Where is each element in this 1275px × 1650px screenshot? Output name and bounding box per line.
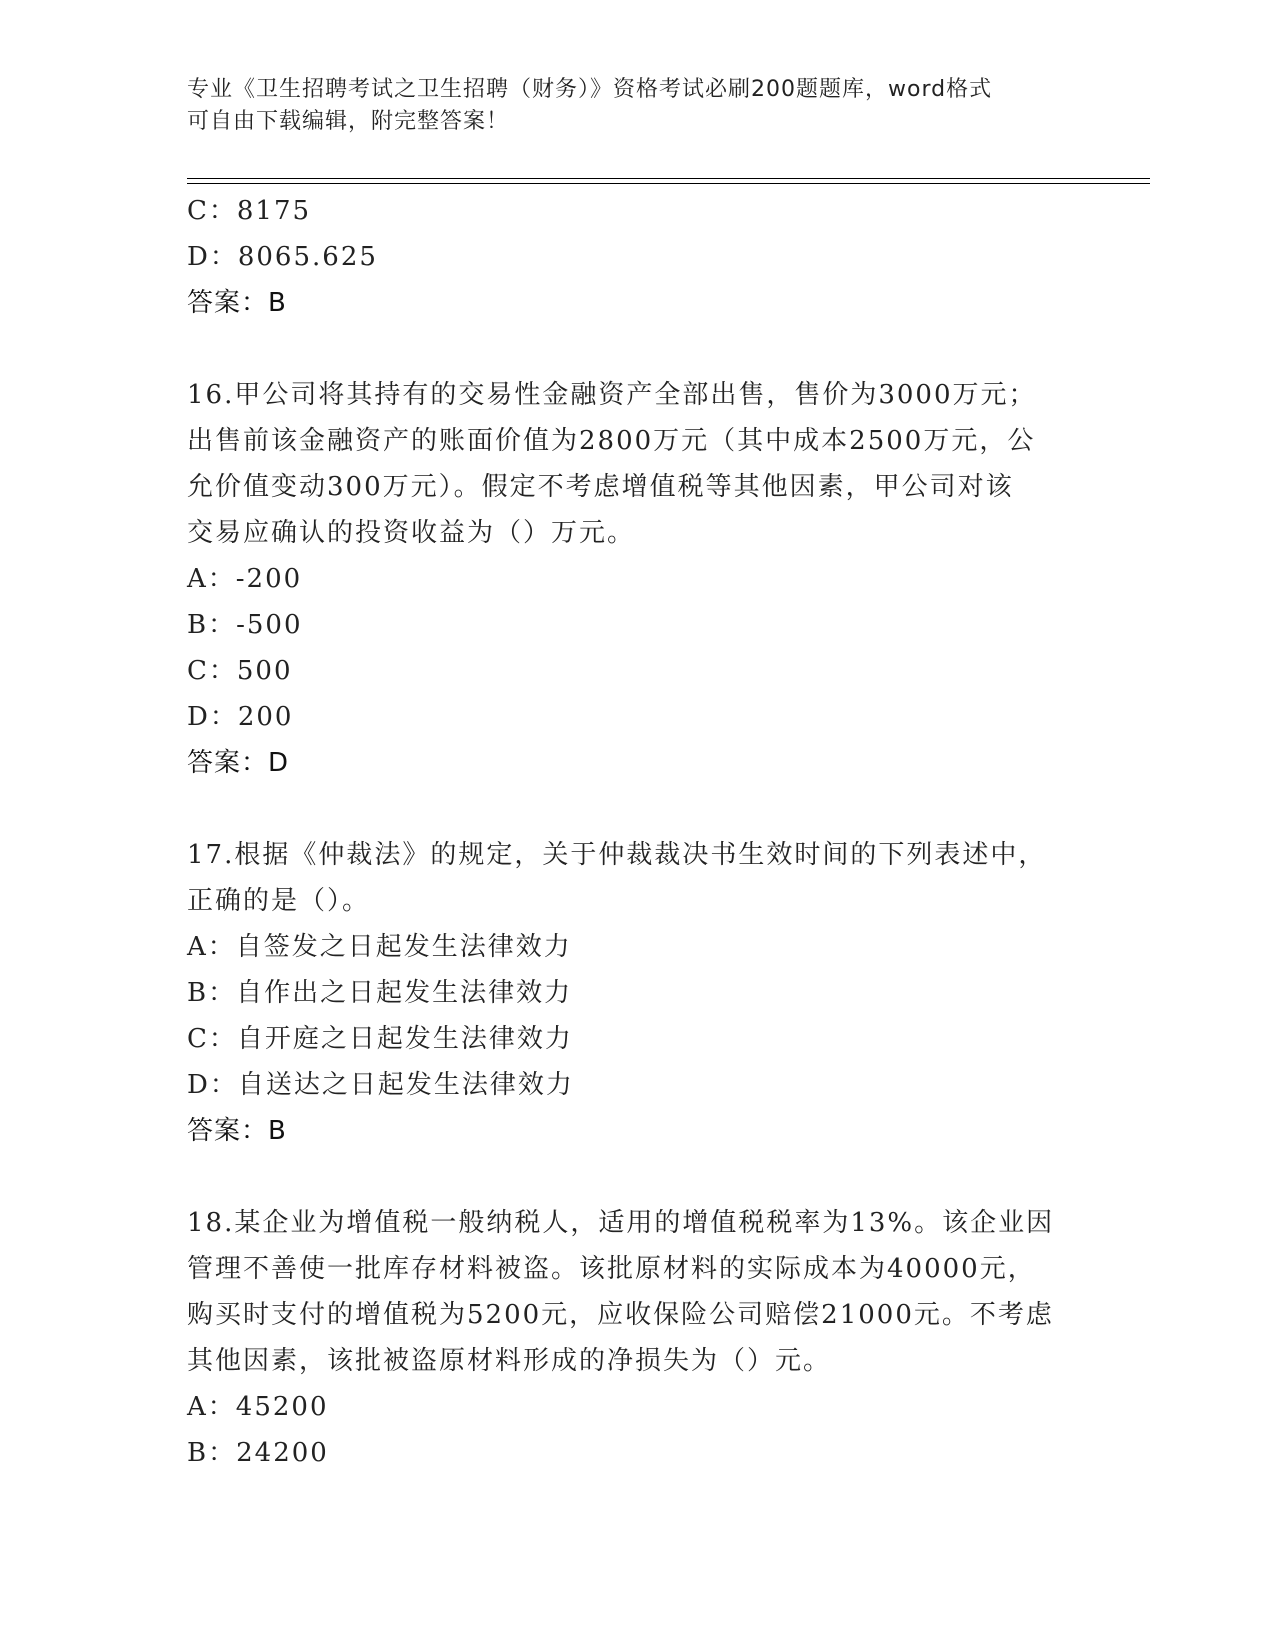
header-divider-bottom xyxy=(187,183,1150,184)
question-stem xyxy=(187,1200,1087,1384)
stem-line: 出售前该金融资产的账面价值为2800万元（其中成本2500万元，公 xyxy=(187,426,1036,456)
header-divider-top xyxy=(187,178,1150,179)
stem-line: 允价值变动300万元）。假定不考虑增值税等其他因素，甲公司对该 xyxy=(187,472,1014,502)
option-b: B：24200 xyxy=(187,1438,329,1468)
header-title-line-1: 专业《卫生招聘考试之卫生招聘（财务）》资格考试必刷200题题库，word格式 xyxy=(187,77,993,102)
answer-line: 答案：B xyxy=(187,1116,287,1146)
question-18 xyxy=(187,1200,1087,1476)
option-a: A：-200 xyxy=(187,564,303,594)
question-stem xyxy=(187,832,1087,924)
answer-line: 答案：D xyxy=(187,748,290,778)
option-a: A：自签发之日起发生法律效力 xyxy=(187,932,572,962)
option-b: B：-500 xyxy=(187,610,303,640)
spacer xyxy=(187,326,1087,372)
option-c: C：8175 xyxy=(187,196,312,226)
stem-line: 17.根据《仲裁法》的规定，关于仲裁裁决书生效时间的下列表述中， xyxy=(187,840,1047,870)
option-c: C：自开庭之日起发生法律效力 xyxy=(187,1024,573,1054)
option-c: C：500 xyxy=(187,656,293,686)
option-d: D：8065.625 xyxy=(187,242,378,272)
stem-line: 正确的是（）。 xyxy=(187,886,371,916)
answer-line: 答案：B xyxy=(187,288,287,318)
stem-line: 交易应确认的投资收益为（）万元。 xyxy=(187,518,636,548)
previous-question-tail xyxy=(187,188,1087,326)
question-16 xyxy=(187,372,1087,786)
option-b: B：自作出之日起发生法律效力 xyxy=(187,978,573,1008)
spacer xyxy=(187,1154,1087,1200)
document-header xyxy=(187,74,1087,138)
question-17 xyxy=(187,832,1087,1154)
stem-line: 管理不善使一批库存材料被盗。该批原材料的实际成本为40000元， xyxy=(187,1254,1036,1284)
stem-line: 18.某企业为增值税一般纳税人，适用的增值税税率为13%。该企业因 xyxy=(187,1208,1055,1238)
spacer xyxy=(187,786,1087,832)
header-title-line-2: 可自由下载编辑，附完整答案！ xyxy=(187,109,510,134)
stem-line: 其他因素，该批被盗原材料形成的净损失为（）元。 xyxy=(187,1346,832,1376)
option-d: D：自送达之日起发生法律效力 xyxy=(187,1070,574,1100)
option-d: D：200 xyxy=(187,702,294,732)
stem-line: 购买时支付的增值税为5200元，应收保险公司赔偿21000元。不考虑 xyxy=(187,1300,1054,1330)
question-content xyxy=(187,188,1087,1476)
option-a: A：45200 xyxy=(187,1392,329,1422)
stem-line: 16.甲公司将其持有的交易性金融资产全部出售，售价为3000万元； xyxy=(187,380,1037,410)
question-stem xyxy=(187,372,1087,556)
